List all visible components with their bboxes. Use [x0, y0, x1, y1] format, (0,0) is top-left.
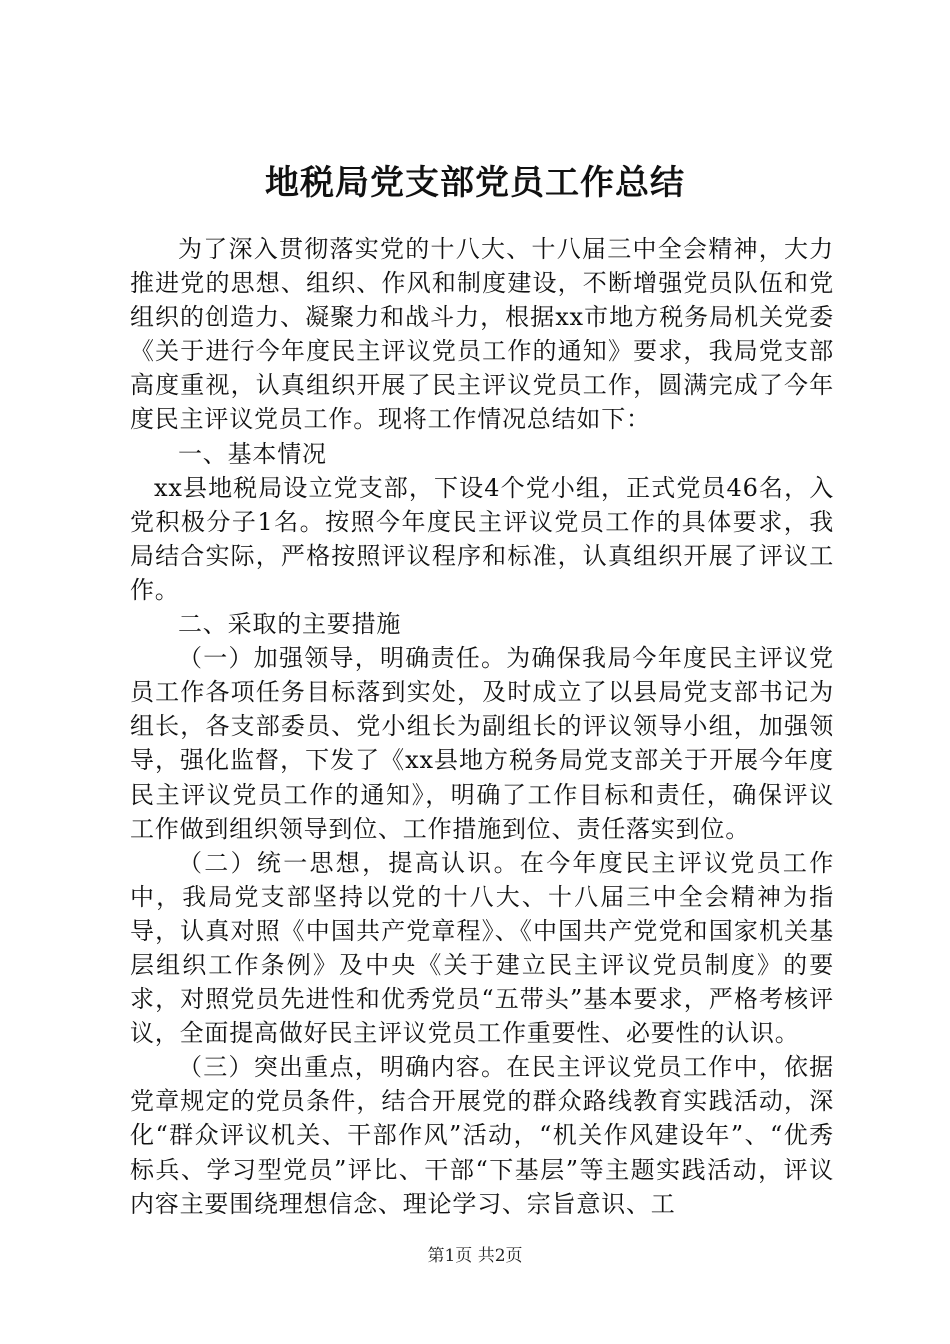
- paragraph-measure-3: （三）突出重点，明确内容。在民主评议党员工作中，依据党章规定的党员条件，结合开展党的群众路线教育实践活动，深化“群众评议机关、干部作风”活动，“机关作风建设年”、“优秀标兵、学习型党员”评比、干部“下基层”等主题实践活动，评议内容主要围绕理想信念、理论学习、宗旨意识、工: [130, 1053, 834, 1218]
- paragraph-basic-situation: xx县地税局设立党支部，下设4个党小组，正式党员46名，入党积极分子1名。按照今年度民主评议党员工作的具体要求，我局结合实际，严格按照评议程序和标准，认真组织开展了评议工作。: [130, 473, 834, 604]
- paragraph-measure-1: （一）加强领导，明确责任。为确保我局今年度民主评议党员工作各项任务目标落到实处，及时成立了以县局党支部书记为组长，各支部委员、党小组长为副组长的评议领导小组，加强领导，强化监督，下发了《xx县地方税务局党支部关于开展今年度民主评议党员工作的通知》，明确了工作目标和责任，确保评议工作做到组织领导到位、工作措施到位、责任落实到位。: [130, 644, 834, 843]
- paragraph-intro: 为了深入贯彻落实党的十八大、十八届三中全会精神，大力推进党的思想、组织、作风和制度建设，不断增强党员队伍和党组织的创造力、凝聚力和战斗力，根据xx市地方税务局机关党委《关于进行今年度民主评议党员工作的通知》要求，我局党支部高度重视，认真组织开展了民主评议党员工作，圆满完成了今年度民主评议党员工作。现将工作情况总结如下：: [130, 235, 834, 434]
- document-body: [130, 232, 834, 1221]
- page-footer: 第1页 共2页: [427, 1246, 523, 1266]
- paragraph-measure-2: （二）统一思想，提高认识。在今年度民主评议党员工作中，我局党支部坚持以党的十八大、十八届三中全会精神为指导，认真对照《中国共产党章程》、《中国共产党党和国家机关基层组织工作条例》及中央《关于建立民主评议党员制度》的要求，对照党员先进性和优秀党员“五带头”基本要求，严格考核评议，全面提高做好民主评议党员工作重要性、必要性的认识。: [130, 848, 834, 1048]
- section-heading-basic-situation: 一、基本情况: [178, 439, 327, 468]
- section-heading-main-measures: 二、采取的主要措施: [178, 610, 402, 639]
- document-title: 地税局党支部党员工作总结: [265, 163, 685, 203]
